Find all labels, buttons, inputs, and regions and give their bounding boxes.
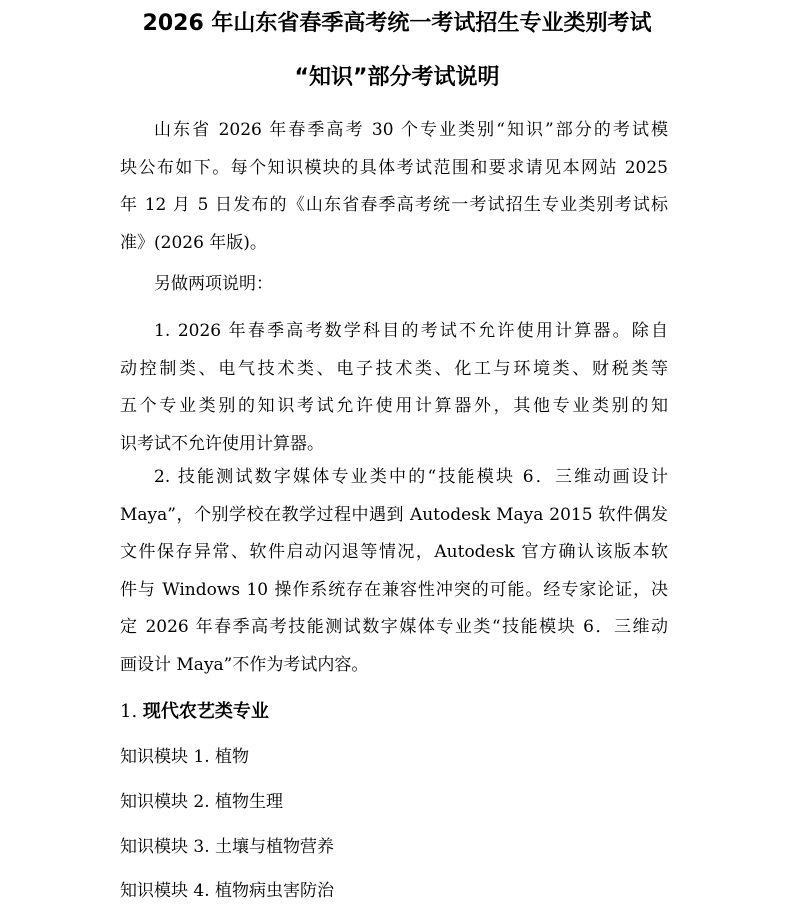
section-1-number: 1. bbox=[120, 701, 138, 722]
note-2-line: 2. 技能测试数字媒体专业类中的“技能模块 6．三维动画设计 bbox=[154, 467, 668, 487]
knowledge-module-2: 知识模块 2. 植物生理 bbox=[120, 792, 284, 812]
note-lead bbox=[120, 266, 668, 304]
note-2-line: Maya”，个别学校在教学过程中遇到 Autodesk Maya 2015 软件偶发 bbox=[120, 504, 668, 525]
note-2-paragraph bbox=[120, 459, 668, 684]
document-title-line-2: “知识”部分考试说明 bbox=[294, 65, 500, 90]
note-2-line: 画设计 Maya”不作为考试内容。 bbox=[120, 654, 369, 675]
note-1-line: 动控制类、电气技术类、电子技术类、化工与环境类、财税类等 bbox=[120, 358, 668, 379]
knowledge-module-1: 知识模块 1. 植物 bbox=[120, 747, 250, 767]
note-1-line: 识考试不允许使用计算器。 bbox=[120, 433, 324, 454]
section-1-heading bbox=[120, 697, 269, 727]
note-2-line: 件与 Windows 10 操作系统存在兼容性冲突的可能。经专家论证，决 bbox=[120, 579, 668, 600]
intro-line: 块公布如下。每个知识模块的具体考试范围和要求请见本网站 2025 bbox=[120, 157, 668, 178]
intro-paragraph bbox=[120, 112, 668, 262]
note-1-line: 五个专业类别的知识考试允许使用计算器外，其他专业类别的知 bbox=[120, 396, 668, 416]
note-2-line: 定 2026 年春季高考技能测试数字媒体专业类“技能模块 6．三维动 bbox=[120, 617, 668, 637]
section-1-name: 现代农艺类专业 bbox=[142, 701, 269, 722]
knowledge-module-3: 知识模块 3. 土壤与植物营养 bbox=[120, 837, 335, 857]
document-title-line-1: 2026 年山东省春季高考统一考试招生专业类别考试 bbox=[142, 11, 652, 36]
note-1-paragraph bbox=[120, 313, 668, 463]
intro-line: 山东省 2026 年春季高考 30 个专业类别“知识”部分的考试模 bbox=[154, 120, 668, 140]
note-lead-text: 另做两项说明： bbox=[154, 274, 273, 294]
note-2-line: 文件保存异常、软件启动闪退等情况，Autodesk 官方确认该版本软 bbox=[120, 542, 668, 562]
intro-line: 准》(2026 年版)。 bbox=[120, 232, 267, 253]
intro-line: 年 12 月 5 日发布的《山东省春季高考统一考试招生专业类别考试标 bbox=[120, 195, 668, 215]
note-1-line: 1. 2026 年春季高考数学科目的考试不允许使用计算器。除自 bbox=[154, 321, 668, 341]
knowledge-module-4: 知识模块 4. 植物病虫害防治 bbox=[120, 881, 335, 901]
